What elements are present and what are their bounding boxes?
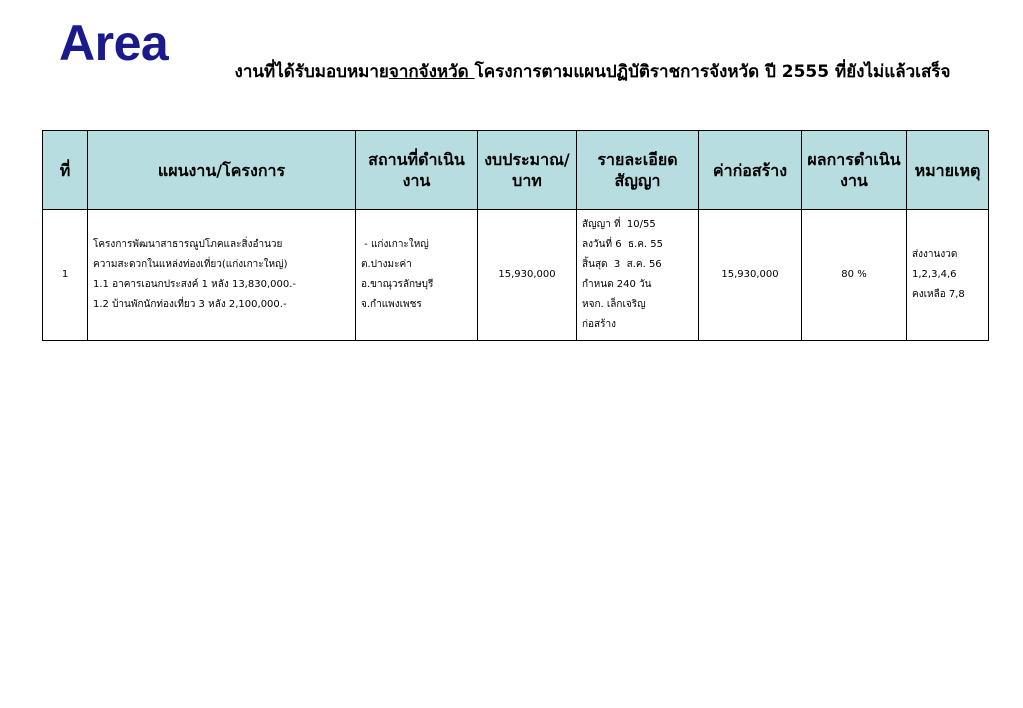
location-line: จ.กำแพงเพชร — [361, 299, 422, 310]
plan-line: โครงการพัฒนาสาธารณูปโภคและสิ่งอำนวย — [93, 239, 283, 250]
header-no: ที่ — [43, 131, 88, 210]
cell-plan — [88, 210, 356, 341]
contract-line: หจก. เล็กเจริญ — [582, 299, 646, 310]
cell-remark — [907, 210, 989, 341]
cell-cost: 15,930,000 — [699, 210, 802, 341]
header-plan: แผนงาน/โครงการ — [88, 131, 356, 210]
heading-part-3: โครงการตามแผนปฏิบัติราชการจังหวัด ปี 2555 ที่ยังไม่แล้วเสร็จ — [474, 62, 951, 82]
header-budget: งบประมาณ/บาท — [478, 131, 577, 210]
header-cost: ค่าก่อสร้าง — [699, 131, 802, 210]
heading-part-2-underlined: จากจังหวัด — [388, 62, 475, 82]
table-row — [43, 210, 989, 341]
location-line: - แก่งเกาะใหญ่ — [361, 239, 429, 250]
remark-line: คงเหลือ 7,8 — [912, 289, 965, 300]
area-title: Area — [59, 15, 169, 71]
header-location: สถานที่ดำเนินงาน — [356, 131, 478, 210]
contract-line: สิ้นสุด 3 ส.ค. 56 — [582, 259, 662, 270]
contract-line: สัญญา ที่ 10/55 — [582, 219, 656, 230]
page-heading — [220, 58, 965, 87]
header-remark: หมายเหตุ — [907, 131, 989, 210]
location-line: อ.ขาณุวรลักษบุรี — [361, 279, 434, 290]
location-line: ต.ปางมะค่า — [361, 259, 412, 270]
remark-line: 1,2,3,4,6 — [912, 269, 957, 280]
header-result: ผลการดำเนินงาน — [802, 131, 907, 210]
contract-line: กำหนด 240 วัน — [582, 279, 652, 290]
plan-line: 1.2 บ้านพักนักท่องเที่ยว 3 หลัง 2,100,000.- — [93, 299, 287, 310]
contract-line: ลงวันที่ 6 ธ.ค. 55 — [582, 239, 664, 250]
contract-line: ก่อสร้าง — [582, 319, 617, 330]
cell-no: 1 — [43, 210, 88, 341]
cell-location — [356, 210, 478, 341]
project-table — [42, 130, 989, 341]
cell-contract — [577, 210, 699, 341]
remark-line: ส่งงานงวด — [912, 249, 958, 260]
plan-line: 1.1 อาคารเอนกประสงค์ 1 หลัง 13,830,000.- — [93, 279, 297, 290]
plan-line: ความสะดวกในแหล่งท่องเที่ยว(แก่งเกาะใหญ่) — [93, 259, 288, 270]
table-header-row — [43, 131, 989, 210]
heading-part-1: งานที่ได้รับมอบหมาย — [234, 62, 389, 82]
cell-budget: 15,930,000 — [478, 210, 577, 341]
header-contract: รายละเอียดสัญญา — [577, 131, 699, 210]
cell-result: 80 % — [802, 210, 907, 341]
